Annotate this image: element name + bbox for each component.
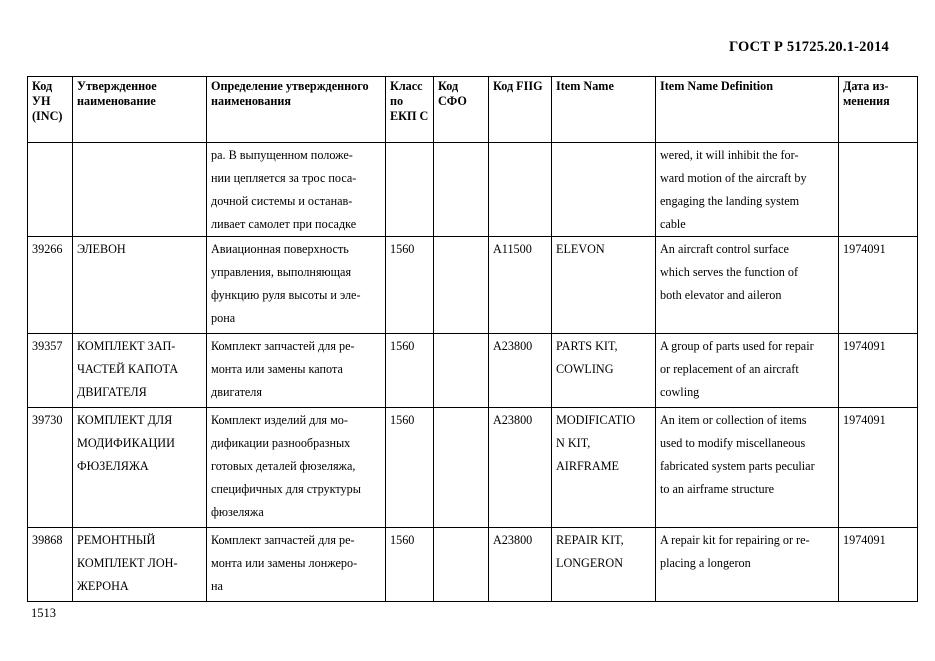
cell-change-date: 1974091 [839, 528, 918, 602]
cell-item-name: REPAIR KIT, LONGERON [552, 528, 656, 602]
cell-sfo [434, 408, 489, 528]
table-row [28, 143, 918, 237]
cell-definition-ru: Комплект изделий для мо- дификации разнообразных готовых деталей фюзеляжа, специфичных для структуры фюзеляжа [207, 408, 386, 528]
table-row [28, 408, 918, 528]
col-header-sfo: Код СФО [434, 77, 489, 143]
cell-name-ru [73, 143, 207, 237]
cell-sfo [434, 528, 489, 602]
document-code: ГОСТ Р 51725.20.1-2014 [728, 39, 889, 55]
cell-sfo [434, 334, 489, 408]
cell-definition-ru: ра. В выпущенном положе- нии цепляется за трос поса- дочной системы и останав- ливает самолет при посадке [207, 143, 386, 237]
cell-inc: 39266 [28, 237, 73, 334]
cell-fiig: A11500 [489, 237, 552, 334]
col-header-item-name: Item Name [552, 77, 656, 143]
cell-item-definition: wered, it will inhibit the for- ward motion of the aircraft by engaging the landing system cable [656, 143, 839, 237]
cell-definition-ru: Комплект запчастей для ре- монта или замены лонжеро- на [207, 528, 386, 602]
cell-item-definition: An aircraft control surface which serves the function of both elevator and aileron [656, 237, 839, 334]
cell-class: 1560 [386, 334, 434, 408]
cell-item-name [552, 143, 656, 237]
cell-item-name: ELEVON [552, 237, 656, 334]
cell-name-ru: ЭЛЕВОН [73, 237, 207, 334]
cell-name-ru: КОМПЛЕКТ ДЛЯ МОДИФИКАЦИИ ФЮЗЕЛЯЖА [73, 408, 207, 528]
cell-change-date [839, 143, 918, 237]
col-header-approved-name: Утвержденное наименование [73, 77, 207, 143]
cell-item-definition: An item or collection of items used to modify miscellaneous fabricated system parts peculiar to an airframe structure [656, 408, 839, 528]
cell-fiig [489, 143, 552, 237]
col-header-class: Класс по ЕКП С [386, 77, 434, 143]
cell-class: 1560 [386, 528, 434, 602]
cell-name-ru: РЕМОНТНЫЙ КОМПЛЕКТ ЛОН- ЖЕРОНА [73, 528, 207, 602]
catalog-table [27, 76, 918, 602]
col-header-change-date: Дата из- менения [839, 77, 918, 143]
cell-item-definition: A repair kit for repairing or re- placing a longeron [656, 528, 839, 602]
page-number: 1513 [31, 606, 56, 620]
col-header-item-definition: Item Name Definition [656, 77, 839, 143]
cell-fiig: A23800 [489, 408, 552, 528]
cell-item-definition: A group of parts used for repair or replacement of an aircraft cowling [656, 334, 839, 408]
col-header-fiig: Код FIIG [489, 77, 552, 143]
cell-sfo [434, 143, 489, 237]
cell-change-date: 1974091 [839, 334, 918, 408]
header-row [28, 77, 918, 143]
table-row [28, 334, 918, 408]
cell-change-date: 1974091 [839, 408, 918, 528]
cell-inc: 39868 [28, 528, 73, 602]
cell-change-date: 1974091 [839, 237, 918, 334]
table-row [28, 237, 918, 334]
col-header-definition-ru: Определение утвержденного наименования [207, 77, 386, 143]
cell-class [386, 143, 434, 237]
cell-inc: 39357 [28, 334, 73, 408]
cell-inc [28, 143, 73, 237]
table-row [28, 528, 918, 602]
cell-sfo [434, 237, 489, 334]
cell-item-name: MODIFICATIO N KIT, AIRFRAME [552, 408, 656, 528]
cell-definition-ru: Авиационная поверхность управления, выполняющая функцию руля высоты и эле- рона [207, 237, 386, 334]
cell-fiig: A23800 [489, 334, 552, 408]
cell-definition-ru: Комплект запчастей для ре- монта или замены капота двигателя [207, 334, 386, 408]
cell-fiig: A23800 [489, 528, 552, 602]
cell-name-ru: КОМПЛЕКТ ЗАП- ЧАСТЕЙ КАПОТА ДВИГАТЕЛЯ [73, 334, 207, 408]
cell-inc: 39730 [28, 408, 73, 528]
cell-class: 1560 [386, 408, 434, 528]
cell-class: 1560 [386, 237, 434, 334]
cell-item-name: PARTS KIT, COWLING [552, 334, 656, 408]
col-header-inc: Код УН (INC) [28, 77, 73, 143]
